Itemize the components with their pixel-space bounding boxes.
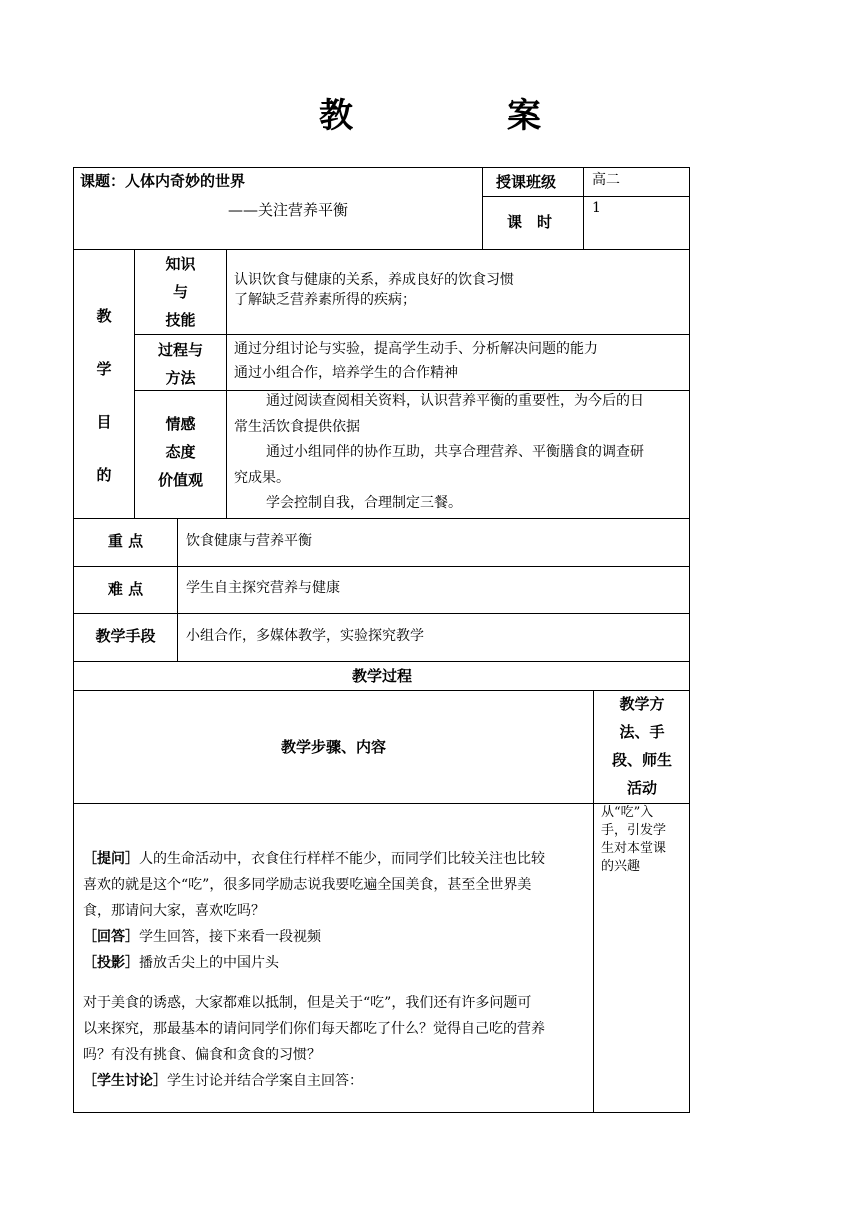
difficulty-value: 学生自主探究营养与健康 bbox=[186, 580, 340, 596]
hours-label: 课 时 bbox=[507, 213, 553, 231]
topic-title: 课题：人体内奇妙的世界 bbox=[80, 172, 246, 190]
goals-side-label: 教 学 目 的 bbox=[96, 307, 112, 484]
means-label: 教学手段 bbox=[95, 627, 156, 645]
steps-header: 教学步骤、内容 bbox=[280, 738, 386, 756]
knowledge-label: 知识 与 技能 bbox=[165, 255, 196, 329]
page-title: 教 案 bbox=[319, 96, 601, 136]
topic-subtitle: ——关注营养平衡 bbox=[228, 201, 349, 219]
means-value: 小组合作，多媒体教学，实验探究教学 bbox=[186, 628, 424, 644]
process-content: 通过分组讨论与实验，提高学生动手、分析解决问题的能力 通过小组合作，培养学生的合作精神 bbox=[234, 341, 598, 381]
emotion-content: 通过阅读查阅相关资料，认识营养平衡的重要性，为今后的日 常生活饮食提供依据 通过小组同伴的协作互助，共享合理营养、平衡膳食的调查研 究成果。 学会控制自我，合理制定三餐。 bbox=[234, 393, 644, 511]
key-point-value: 饮食健康与营养平衡 bbox=[186, 533, 312, 549]
key-point-label: 重 点 bbox=[107, 532, 144, 550]
method-header: 教学方 法、手 段、师生 活动 bbox=[611, 695, 672, 797]
method-note: 从“吃”入 手，引发学 生对本堂课 的兴趣 bbox=[601, 805, 667, 874]
answer-tag: ［回答］ bbox=[83, 929, 139, 945]
class-value: 高二 bbox=[592, 172, 620, 188]
knowledge-content: 认识饮食与健康的关系，养成良好的饮食习惯 了解缺乏营养素所得的疾病； bbox=[234, 272, 514, 308]
hours-value: 1 bbox=[592, 200, 601, 216]
process-header: 教学过程 bbox=[351, 667, 412, 685]
class-label: 授课班级 bbox=[496, 173, 557, 191]
difficulty-label: 难 点 bbox=[107, 580, 144, 598]
emotion-label: 情感 态度 价值观 bbox=[157, 415, 203, 489]
question-tag: ［提问］ bbox=[83, 851, 139, 867]
discussion-tag: ［学生讨论］ bbox=[83, 1073, 167, 1089]
projection-tag: ［投影］ bbox=[83, 955, 139, 971]
lesson-content: ［提问］人的生命活动中，衣食住行样样不能少，而同学们比较关注也比较 喜欢的就是这个“吃”，很多同学励志说我要吃遍全国美食，甚至全世界美 食，那请问大家，喜欢吃吗？ ［回答］学生回答，接下来看一段视频 ［投影］播放舌尖上的中国片头 对于美食的诱惑，大家都难以抵制，但是关于“吃”，我们还有许多问题可 以来探究，那最基本的请问同学们你们每天都吃了什么？觉得自己吃的营养 吗？有没有挑食、偏食和贪食的习惯？ ［学生讨论］学生讨论并结合学案自主回答： bbox=[83, 851, 545, 1089]
process-label: 过程与 方法 bbox=[157, 341, 203, 387]
